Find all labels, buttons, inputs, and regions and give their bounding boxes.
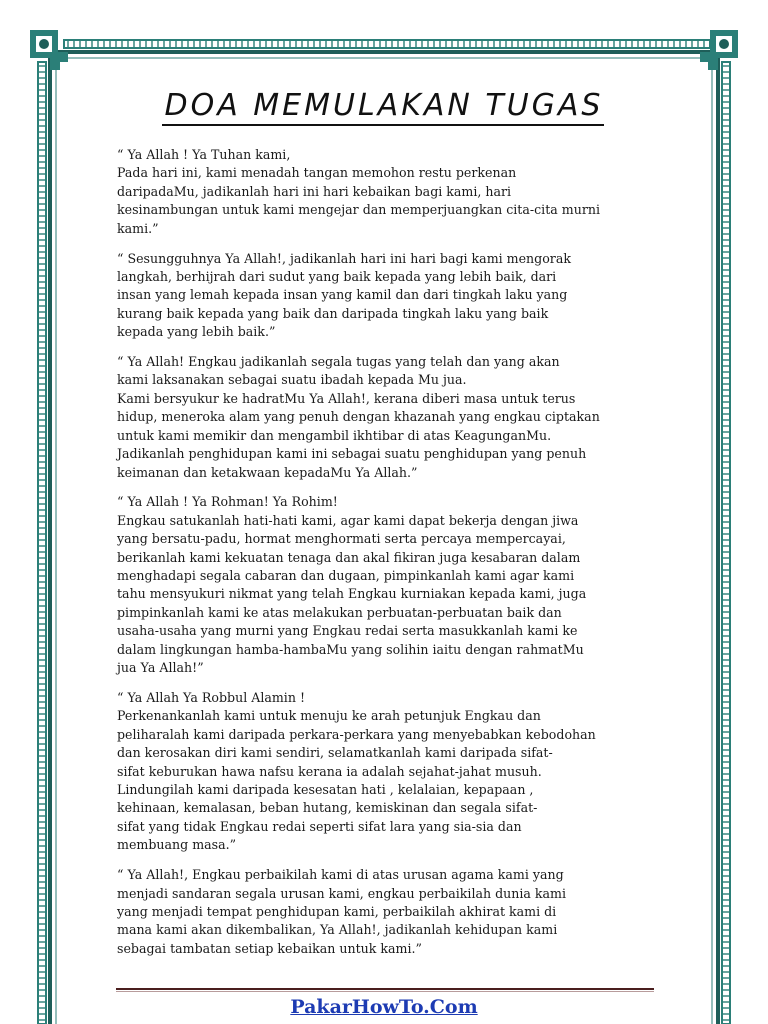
text-line: usaha-usaha yang murni yang Engkau redai serta masukkanlah kami ke	[117, 623, 578, 639]
paragraph-4	[117, 493, 637, 677]
text-line: menjadi sandaran segala urusan kami, engkau perbaikilah dunia kami	[117, 885, 567, 901]
prayer-body	[117, 146, 637, 970]
text-line: pimpinkanlah kami ke atas melakukan perbuatan-perbuatan baik dan	[117, 604, 562, 620]
text-line: mana kami akan dikembalikan, Ya Allah!, jadikanlah kehidupan kami	[117, 922, 558, 938]
text-line: dalam lingkungan hamba-hambaMu yang solihin iaitu dengan rahmatMu	[117, 641, 584, 657]
text-line: Perkenankanlah kami untuk menuju ke arah petunjuk Engkau dan	[117, 708, 541, 724]
footer-link-text[interactable]: PakarHowTo.Com	[290, 996, 478, 1018]
paragraph-2	[117, 250, 637, 342]
text-line: kehinaan, kemalasan, beban hutang, kemiskinan dan segala sifat-	[117, 800, 538, 816]
text-line: “ Ya Allah!, Engkau perbaikilah kami di atas urusan agama kami yang	[117, 867, 564, 883]
text-line: kami laksanakan sebagai suatu ibadah kepada Mu jua.	[117, 372, 467, 388]
text-line: “ Ya Allah ! Ya Rohman! Ya Rohim!	[117, 494, 338, 510]
paragraph-5	[117, 689, 637, 855]
text-line: insan yang lemah kepada insan yang kamil dan dari tingkah laku yang	[117, 287, 568, 303]
paragraph-3	[117, 353, 637, 482]
text-line: menghadapi segala cabaran dan dugaan, pimpinkanlah kami agar kami	[117, 568, 575, 584]
text-line: berikanlah kami kekuatan tenaga dan akal fikiran juga kesabaran dalam	[117, 549, 581, 565]
text-line: dan kerosakan diri kami sendiri, selamatkanlah kami daripada sifat-	[117, 745, 553, 761]
title-text: DOA MEMULAKAN TUGAS	[164, 88, 604, 123]
footer-site-link[interactable]	[0, 996, 768, 1018]
text-line: “ Ya Allah! Engkau jadikanlah segala tugas yang telah dan yang akan	[117, 354, 560, 370]
text-line: jua Ya Allah!”	[117, 660, 204, 676]
text-line: Kami bersyukur ke hadratMu Ya Allah!, kerana diberi masa untuk terus	[117, 390, 576, 406]
text-line: kurang baik kepada yang baik dan daripada tingkah laku yang baik	[117, 305, 549, 321]
text-line: hidup, meneroka alam yang penuh dengan khazanah yang engkau ciptakan	[117, 409, 600, 425]
text-line: Engkau satukanlah hati-hati kami, agar kami dapat bekerja dengan jiwa	[117, 512, 579, 528]
text-line: Jadikanlah penghidupan kami ini sebagai suatu penghidupan yang penuh	[117, 446, 587, 462]
text-line: tahu mensyukuri nikmat yang telah Engkau kurniakan kepada kami, juga	[117, 586, 587, 602]
text-line: Lindungilah kami daripada kesesatan hati , kelalaian, kepapaan ,	[117, 782, 534, 797]
text-line: yang bersatu-padu, hormat menghormati serta percaya mempercayai,	[117, 531, 566, 547]
text-line: kesinambungan untuk kami mengejar dan memperjuangkan cita-cita murni	[117, 202, 600, 218]
text-line: untuk kami memikir dan mengambil ikhtibar di atas KeagunganMu.	[117, 427, 552, 443]
footer-divider-shadow	[116, 991, 654, 992]
paragraph-6	[117, 866, 637, 958]
text-line: daripadaMu, jadikanlah hari ini hari kebaikan bagi kami, hari	[117, 183, 512, 199]
text-line: sifat yang tidak Engkau redai seperti sifat lara yang sia-sia dan	[117, 818, 522, 834]
text-line: sifat keburukan hawa nafsu kerana ia adalah sejahat-jahat musuh.	[117, 763, 542, 779]
text-line: langkah, berhijrah dari sudut yang baik kepada yang lebih baik, dari	[117, 268, 557, 284]
text-line: “ Sesungguhnya Ya Allah!, jadikanlah hari ini hari bagi kami mengorak	[117, 250, 571, 266]
text-line: peliharalah kami daripada perkara-perkara yang menyebabkan kebodohan	[117, 726, 596, 742]
text-line: keimanan dan ketakwaan kepadaMu Ya Allah.”	[117, 464, 418, 480]
text-line: kami.”	[117, 220, 159, 236]
text-line: Pada hari ini, kami menadah tangan memohon restu perkenan	[117, 165, 517, 181]
title-underline	[162, 124, 604, 126]
text-line: yang menjadi tempat penghidupan kami, perbaikilah akhirat kami di	[117, 903, 557, 919]
text-line: “ Ya Allah Ya Robbul Alamin !	[117, 689, 306, 705]
page-title	[0, 88, 768, 123]
footer-divider	[116, 988, 654, 990]
text-line: “ Ya Allah ! Ya Tuhan kami,	[117, 147, 291, 162]
text-line: sebagai tambatan setiap kebaikan untuk kami.”	[117, 940, 422, 956]
text-line: kepada yang lebih baik.”	[117, 324, 276, 340]
text-line: membuang masa.”	[117, 837, 237, 853]
paragraph-1	[117, 146, 637, 238]
